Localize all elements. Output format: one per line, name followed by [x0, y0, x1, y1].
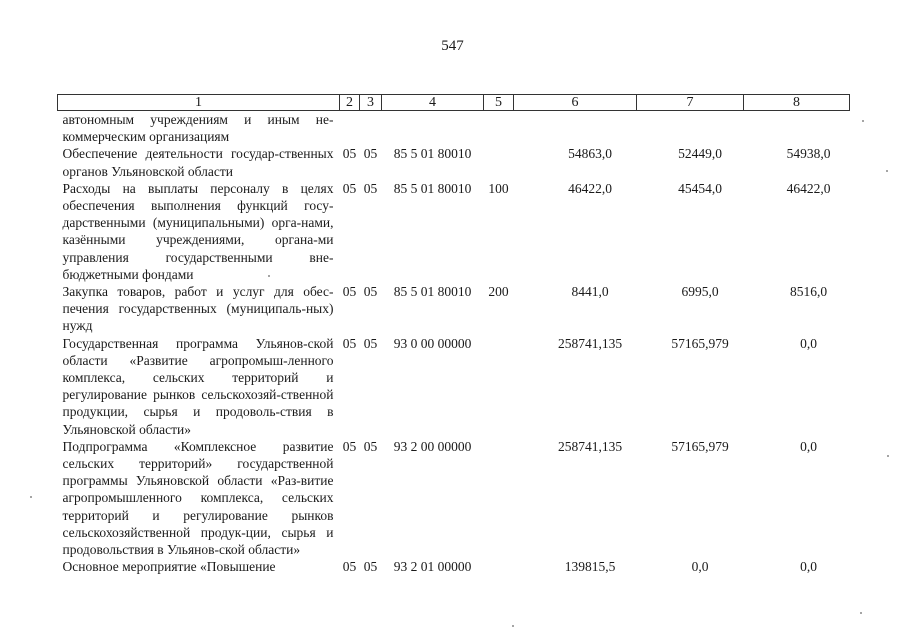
section-code: 05 — [342, 284, 357, 300]
table-row — [58, 111, 850, 146]
target-article-code: 85 5 01 80010 — [393, 284, 472, 300]
page-number: 547 — [441, 38, 464, 54]
section-code: 05 — [342, 438, 357, 454]
amount-column-7: 0,0 — [691, 559, 709, 575]
amount-column-6: 8441,0 — [571, 284, 609, 300]
subsection-code: 05 — [363, 146, 378, 162]
target-article-code: 93 2 00 00000 — [393, 438, 472, 454]
target-article-code: 85 5 01 80010 — [393, 180, 472, 196]
scan-speck — [860, 612, 862, 614]
amount-column-8: 54938,0 — [786, 146, 831, 162]
scan-speck — [886, 170, 888, 172]
amount-column-7: 6995,0 — [681, 284, 719, 300]
section-code: 05 — [342, 559, 357, 575]
amount-column-6: 46422,0 — [568, 180, 612, 196]
subsection-code: 05 — [363, 180, 378, 196]
amount-column-8 — [744, 111, 850, 146]
target-article-code — [382, 111, 484, 146]
section-code: 05 — [342, 146, 357, 162]
column-header: 4 — [382, 95, 484, 111]
section-code: 05 — [342, 335, 357, 351]
row-description: автономным учреждениям и иным не-коммерческим организациям — [62, 112, 334, 145]
table-header-row — [58, 95, 850, 111]
budget-table — [57, 94, 850, 575]
subsection-code: 05 — [363, 284, 378, 300]
amount-column-7: 57165,979 — [671, 335, 729, 351]
expense-type-code: 200 — [488, 284, 509, 300]
row-description: Основное мероприятие «Повышение — [62, 559, 276, 575]
subsection-code: 05 — [363, 335, 378, 351]
section-code: 05 — [342, 180, 357, 196]
expense-type-code: 100 — [488, 180, 509, 196]
table-row — [58, 283, 850, 335]
target-article-code: 93 2 01 00000 — [393, 559, 472, 575]
column-header: 5 — [484, 95, 514, 111]
subsection-code: 05 — [363, 559, 378, 575]
expense-type-code — [484, 335, 514, 438]
amount-column-7: 57165,979 — [671, 438, 729, 454]
scan-speck — [512, 625, 514, 627]
amount-column-6 — [514, 111, 637, 146]
expense-type-code — [484, 145, 514, 179]
amount-column-7: 45454,0 — [678, 180, 722, 196]
amount-column-7 — [637, 111, 744, 146]
target-article-code: 85 5 01 80010 — [393, 146, 472, 162]
column-header: 1 — [58, 95, 340, 111]
expense-type-code — [484, 558, 514, 575]
amount-column-7: 52449,0 — [678, 146, 722, 162]
target-article-code: 93 0 00 00000 — [393, 335, 472, 351]
row-description: Закупка товаров, работ и услуг для обес-печения государственных (муниципаль-ных) нужд — [62, 284, 334, 334]
row-description: Расходы на выплаты персоналу в целях обеспечения выполнения функций госу-дарственными (муниципальными) орга-нами, казёнными учреждениями, органа-ми управления государственными вне-бюджетными фондами — [62, 180, 334, 282]
amount-column-6: 258741,135 — [557, 438, 623, 454]
expense-type-code — [484, 111, 514, 146]
amount-column-8: 46422,0 — [786, 180, 831, 196]
scan-speck — [30, 496, 32, 498]
amount-column-8: 0,0 — [800, 559, 817, 575]
row-description: Государственная программа Ульянов-ской области «Развитие агропромыш-ленного комплекса, сельских территорий и регулирование рынков сельскохозяй-ственной продукции, сырья и продоволь-ствия в Ульяновской области» — [62, 335, 334, 437]
subsection-code — [360, 111, 382, 146]
amount-column-8: 0,0 — [800, 335, 817, 351]
amount-column-6: 54863,0 — [568, 146, 612, 162]
scan-speck — [887, 455, 889, 457]
row-description: Подпрограмма «Комплексное развитие сельских территорий» государственной программы Ульяновской области «Раз-витие агропромышленного комплекса, сельских территорий и регулирование рынков сельскохозяйственной продук-ции, сырья и продовольствия в Ульянов-ской области» — [62, 438, 334, 558]
amount-column-6: 139815,5 — [564, 559, 616, 575]
scan-speck — [862, 120, 864, 122]
row-description: Обеспечение деятельности государ-ственных органов Ульяновской области — [62, 146, 334, 179]
table-row — [58, 145, 850, 179]
section-code — [340, 111, 360, 146]
scan-speck — [268, 275, 270, 277]
amount-column-6: 258741,135 — [557, 335, 623, 351]
column-header: 8 — [744, 95, 850, 111]
column-header: 3 — [360, 95, 382, 111]
table-row — [58, 558, 850, 575]
amount-column-8: 8516,0 — [789, 284, 828, 300]
subsection-code: 05 — [363, 438, 378, 454]
expense-type-code — [484, 438, 514, 558]
table-row — [58, 180, 850, 283]
table-row — [58, 438, 850, 558]
table-row — [58, 335, 850, 438]
column-header: 7 — [637, 95, 744, 111]
column-header: 2 — [340, 95, 360, 111]
column-header: 6 — [514, 95, 637, 111]
amount-column-8: 0,0 — [800, 438, 817, 454]
